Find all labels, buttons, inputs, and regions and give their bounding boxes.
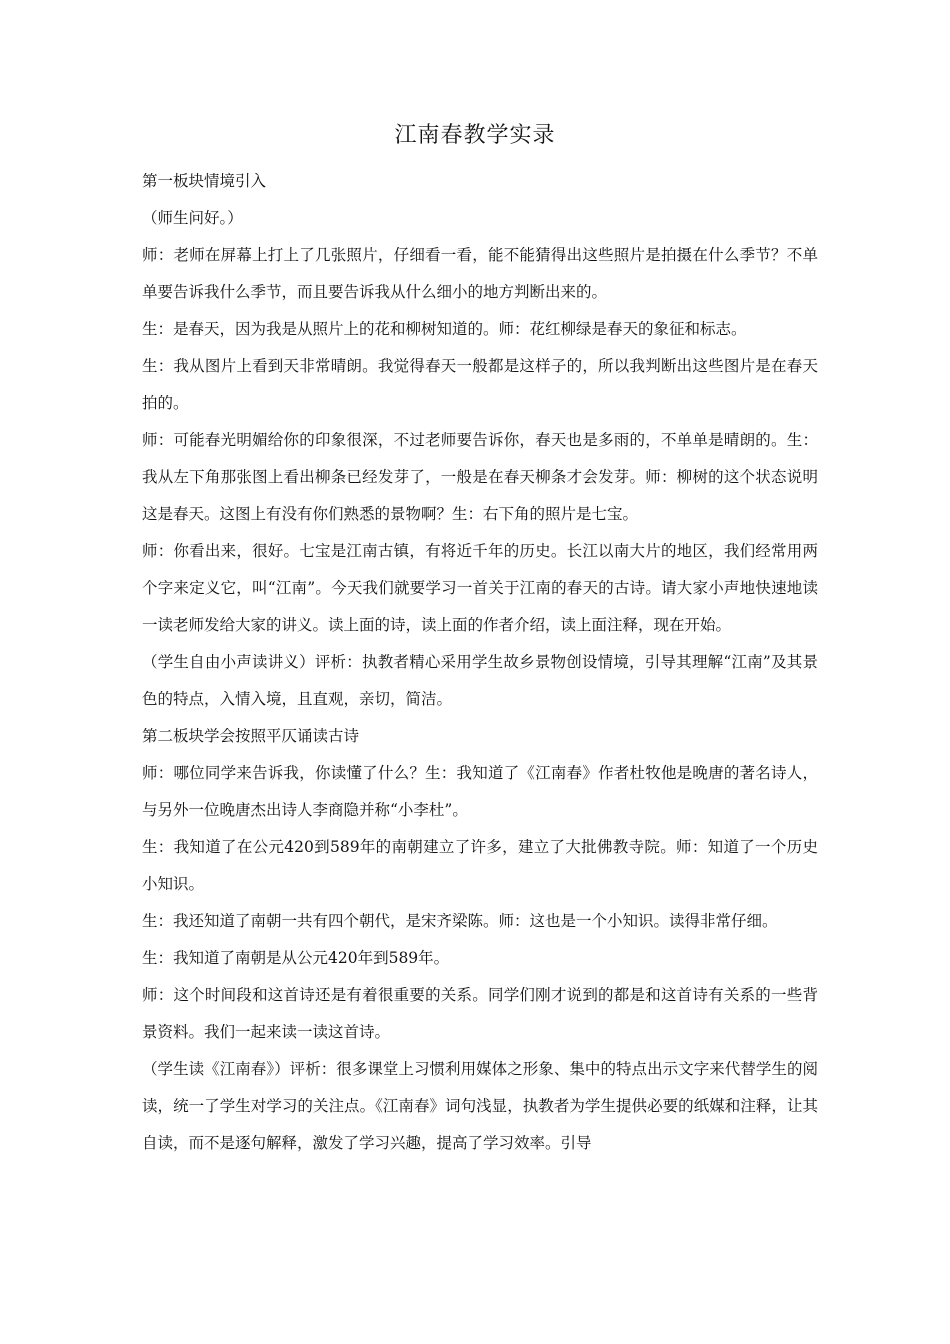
paragraph: 生：是春天，因为我是从照片上的花和柳树知道的。师：花红柳绿是春天的象征和标志。 — [142, 320, 747, 338]
paragraph: 生：我知道了南朝是从公元420年到589年。 — [142, 949, 450, 967]
paragraph: 师：可能春光明媚给你的印象很深，不过老师要告诉你，春天也是多雨的，不单单是晴朗的。生：我从左下角那张图上看出柳条已经发芽了，一般是在春天柳条才会发芽。师：柳树的这个状态说明这是春天。这图上有没有你们熟悉的景物啊？生：右下角的照片是七宝。 — [142, 431, 818, 523]
document-body — [142, 163, 818, 1162]
paragraph: （师生问好。） — [142, 209, 243, 227]
paragraph: 师：这个时间段和这首诗还是有着很重要的关系。同学们刚才说到的都是和这首诗有关系的一些背景资料。我们一起来读一读这首诗。 — [142, 986, 818, 1041]
paragraph: 生：我还知道了南朝一共有四个朝代，是宋齐梁陈。师：这也是一个小知识。读得非常仔细。 — [142, 912, 778, 930]
paragraph: 生：我知道了在公元420到589年的南朝建立了许多，建立了大批佛教寺院。师：知道了一个历史小知识。 — [142, 838, 818, 893]
paragraph: 生：我从图片上看到天非常晴朗。我觉得春天一般都是这样子的，所以我判断出这些图片是在春天拍的。 — [142, 357, 818, 412]
section-heading-1: 第一板块情境引入 — [142, 172, 267, 190]
section-heading-2: 第二板块学会按照平仄诵读古诗 — [142, 727, 360, 745]
paragraph: 师：你看出来，很好。七宝是江南古镇，有将近千年的历史。长江以南大片的地区，我们经常用两个字来定义它，叫“江南”。今天我们就要学习一首关于江南的春天的古诗。请大家小声地快速地读一读老师发给大家的讲义。读上面的诗，读上面的作者介绍，读上面注释，现在开始。 — [142, 542, 818, 634]
paragraph: （学生自由小声读讲义）评析：执教者精心采用学生故乡景物创设情境，引导其理解“江南”及其景色的特点，入情入境，且直观，亲切，简洁。 — [142, 653, 818, 708]
paragraph: 师：老师在屏幕上打上了几张照片，仔细看一看，能不能猜得出这些照片是拍摄在什么季节？不单单要告诉我什么季节，而且要告诉我从什么细小的地方判断出来的。 — [142, 246, 818, 301]
paragraph: 师：哪位同学来告诉我，你读懂了什么？生：我知道了《江南春》作者杜牧他是晚唐的著名诗人，与另外一位晚唐杰出诗人李商隐并称“小李杜”。 — [142, 764, 818, 819]
page-title: 江南春教学实录 — [394, 123, 556, 148]
paragraph: （学生读《江南春》）评析：很多课堂上习惯利用媒体之形象、集中的特点出示文字来代替学生的阅读，统一了学生对学习的关注点。《江南春》词句浅显，执教者为学生提供必要的纸媒和注释，让其自读，而不是逐句解释，激发了学习兴趣，提高了学习效率。引导 — [142, 1060, 818, 1152]
